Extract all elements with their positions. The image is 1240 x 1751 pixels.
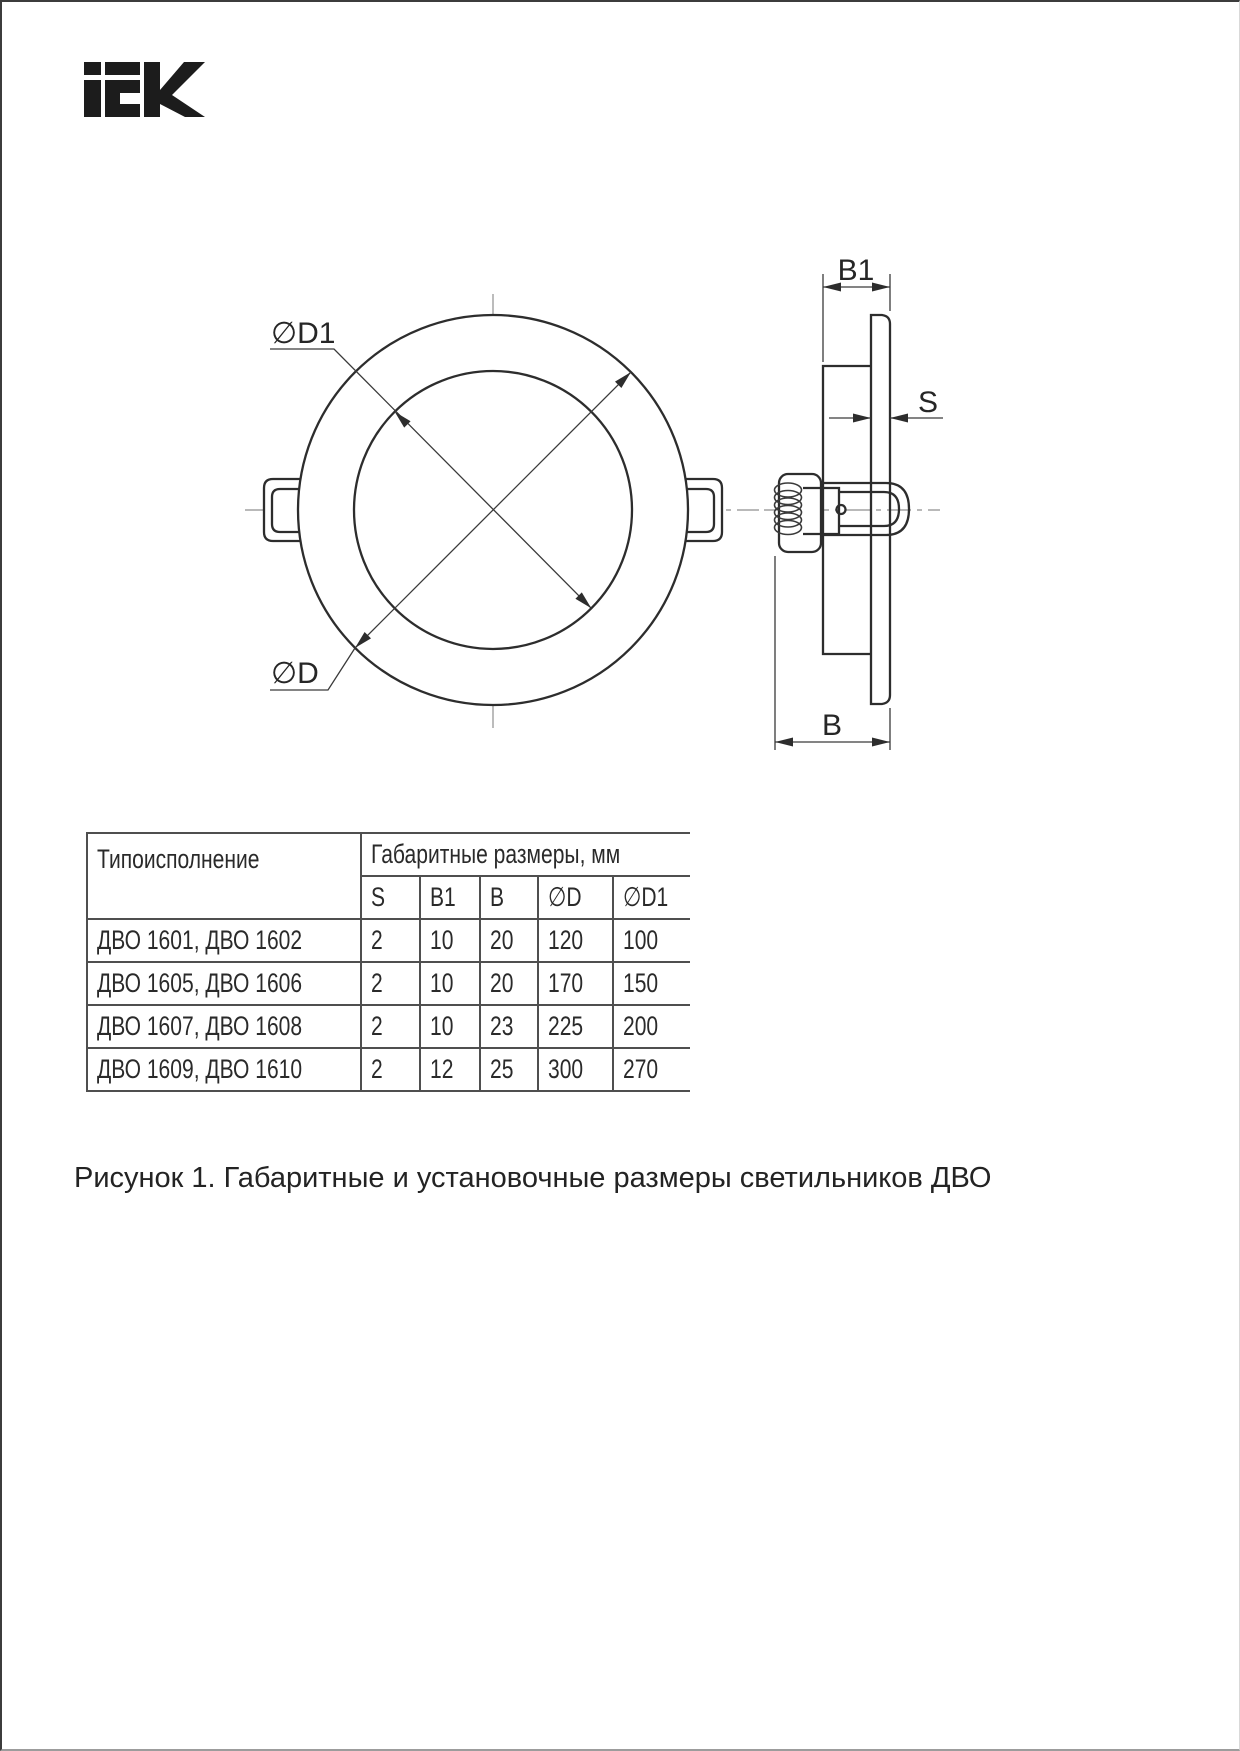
table-header-row bbox=[87, 833, 690, 876]
value-cell-d1: 150 bbox=[613, 962, 691, 1005]
type-cell: ДВО 1607, ДВО 1608 bbox=[87, 1005, 361, 1048]
value-cell-d: 225 bbox=[538, 1005, 612, 1048]
clip-latch-outer bbox=[821, 483, 909, 535]
side-view bbox=[764, 254, 943, 750]
value-cell-d: 300 bbox=[538, 1048, 612, 1091]
dimension-label-s: S bbox=[918, 386, 939, 419]
type-header-cell bbox=[87, 833, 361, 919]
dimension-b1 bbox=[823, 254, 890, 362]
dimension-label-b1: B1 bbox=[837, 254, 875, 287]
column-header-b1: B1 bbox=[420, 876, 479, 919]
table-row bbox=[87, 919, 690, 962]
spring-clip bbox=[775, 474, 910, 552]
type-cell: ДВО 1605, ДВО 1606 bbox=[87, 962, 361, 1005]
table-row bbox=[87, 962, 690, 1005]
value-cell-s: 2 bbox=[361, 919, 420, 962]
value-cell-d1: 100 bbox=[613, 919, 691, 962]
dimension-s bbox=[829, 386, 943, 423]
dims-group-header-label: Габаритные размеры, мм bbox=[370, 839, 621, 869]
value-cell-b: 23 bbox=[480, 1005, 538, 1048]
dimension-label-d: ∅D bbox=[271, 657, 319, 690]
dims-group-header-cell bbox=[361, 833, 691, 876]
type-cell: ДВО 1609, ДВО 1610 bbox=[87, 1048, 361, 1091]
figure-caption: Рисунок 1. Габаритные и установочные размеры светильников ДВО bbox=[74, 1162, 992, 1194]
value-cell-s: 2 bbox=[361, 962, 420, 1005]
type-header-label: Типоисполнение bbox=[97, 844, 260, 874]
front-view bbox=[245, 294, 759, 728]
value-cell-d: 120 bbox=[538, 919, 612, 962]
column-header-b: B bbox=[480, 876, 538, 919]
value-cell-b1: 10 bbox=[420, 962, 479, 1005]
table-row bbox=[87, 1048, 690, 1091]
value-cell-d1: 270 bbox=[613, 1048, 691, 1091]
value-cell-b1: 10 bbox=[420, 919, 479, 962]
table-row bbox=[87, 1005, 690, 1048]
value-cell-s: 2 bbox=[361, 1048, 420, 1091]
value-cell-d1: 200 bbox=[613, 1005, 691, 1048]
value-cell-s: 2 bbox=[361, 1005, 420, 1048]
dimension-label-d1: ∅D1 bbox=[271, 317, 336, 350]
value-cell-b1: 10 bbox=[420, 1005, 479, 1048]
dimension-label-b: B bbox=[821, 709, 843, 742]
technical-drawing bbox=[2, 2, 1240, 802]
value-cell-b: 20 bbox=[480, 962, 538, 1005]
column-header-s: S bbox=[361, 876, 420, 919]
value-cell-b: 20 bbox=[480, 919, 538, 962]
value-cell-b: 25 bbox=[480, 1048, 538, 1091]
column-header-d: ∅D bbox=[538, 876, 612, 919]
column-header-d1: ∅D1 bbox=[613, 876, 691, 919]
type-cell: ДВО 1601, ДВО 1602 bbox=[87, 919, 361, 962]
value-cell-d: 170 bbox=[538, 962, 612, 1005]
value-cell-b1: 12 bbox=[420, 1048, 479, 1091]
dimensions-table bbox=[86, 832, 690, 1092]
